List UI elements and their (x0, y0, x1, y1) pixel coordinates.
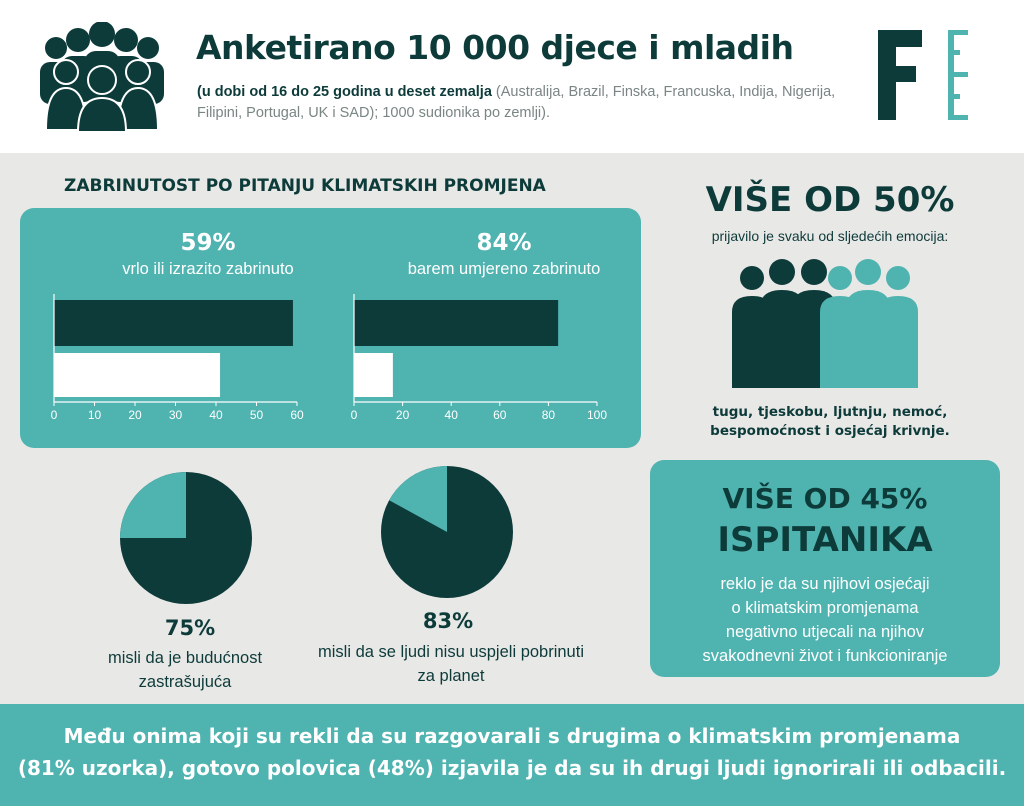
planet-pie-chart (381, 466, 513, 598)
emotions-list (660, 403, 1000, 441)
ruler-f-logo-icon (874, 30, 974, 120)
impact-panel (650, 460, 1000, 677)
survey-sample: ; 1000 sudionika po zemlji). (374, 105, 550, 121)
bar-tick-label-2-40: 40 (444, 408, 458, 422)
emotions-headline: VIŠE OD 50% (705, 180, 955, 220)
crowd-people-icon (730, 258, 920, 388)
bar-tick-label-2-80: 80 (541, 408, 556, 422)
bar-tick-label-2-0: 0 (350, 408, 358, 422)
emotions-list-line1: tugu, tjeskobu, ljutnju, nemoć, (712, 404, 948, 420)
impact-line3: negativno utjecali na njihov (725, 623, 925, 641)
emotions-list-line2: bespomoćnost i osjećaj krivnje. (710, 423, 950, 439)
section-title: ZABRINUTOST PO PITANJU KLIMATSKIH PROMJENA (64, 176, 546, 196)
bar-tick-label-1-10: 10 (87, 408, 102, 422)
bar-tick-label-1-50: 50 (249, 408, 264, 422)
future-pie-chart (120, 472, 252, 604)
impact-line1: reklo je da su njihovi osjećaji (720, 575, 930, 593)
impact-line2: o klimatskim promjenama (731, 599, 919, 617)
impact-text (650, 572, 1000, 668)
pie1-label: misli da je budućnost zastrašujuća (107, 649, 263, 691)
bar-tick-label-2-20: 20 (395, 408, 410, 422)
header (0, 0, 1024, 153)
bar-tick-label-1-40: 40 (209, 408, 223, 422)
concern-bar-charts (20, 208, 641, 448)
survey-scope: (u dobi od 16 do 25 godina u deset zemalja (197, 84, 492, 100)
pie2-label: misli da se ljudi nisu uspjeli pobrinuti za planet (318, 643, 584, 685)
survey-countries: (Australija, Brazil, Finska, Francuska, Indija, Nigerija, Filipini, Portugal, UK i SAD) (197, 84, 836, 121)
group-people-icon (34, 22, 170, 132)
bar-tick-label-1-0: 0 (50, 408, 58, 422)
bar-1-1 (54, 300, 293, 346)
page-title: Anketirano 10 000 djece i mladih (196, 28, 794, 67)
bar-1-2 (54, 353, 220, 397)
bar-tick-label-1-20: 20 (128, 408, 142, 422)
chart1-percent: 59% (180, 230, 236, 256)
footer-text (0, 720, 1024, 784)
footer-line2: (81% uzorka), gotovo polovica (48%) izjavila je da su ih drugi ljudi ignorirali ili odbacili. (17, 756, 1007, 780)
bar-tick-label-1-60: 60 (290, 408, 304, 422)
bar-2-2 (354, 353, 393, 397)
pie-slice-minor (120, 472, 186, 538)
chart2-percent: 84% (476, 230, 532, 256)
bar-2-1 (354, 300, 558, 346)
footer (0, 704, 1024, 806)
bar-tick-label-1-30: 30 (168, 408, 183, 422)
footer-line1: Među onima koji su rekli da su razgovarali s drugima o klimatskim promjenama (63, 724, 961, 748)
impact-line4: svakodnevni život i funkcioniranje (702, 647, 948, 665)
bar-tick-label-2-100: 100 (586, 408, 608, 422)
pie2-percent: 83% (422, 609, 474, 633)
impact-headline-2: ISPITANIKA (717, 520, 933, 560)
impact-headline: VIŠE OD 45% (722, 482, 928, 515)
chart1-label: vrlo ili izrazito zabrinuto (122, 260, 294, 278)
bar-tick-label-2-60: 60 (493, 408, 507, 422)
chart2-label: barem umjereno zabrinuto (407, 260, 601, 278)
emotions-intro: prijavilo je svaku od sljedećih emocija: (711, 228, 949, 244)
concern-bar-panel (20, 208, 641, 448)
pie1-percent: 75% (164, 616, 216, 640)
survey-description (197, 82, 837, 124)
